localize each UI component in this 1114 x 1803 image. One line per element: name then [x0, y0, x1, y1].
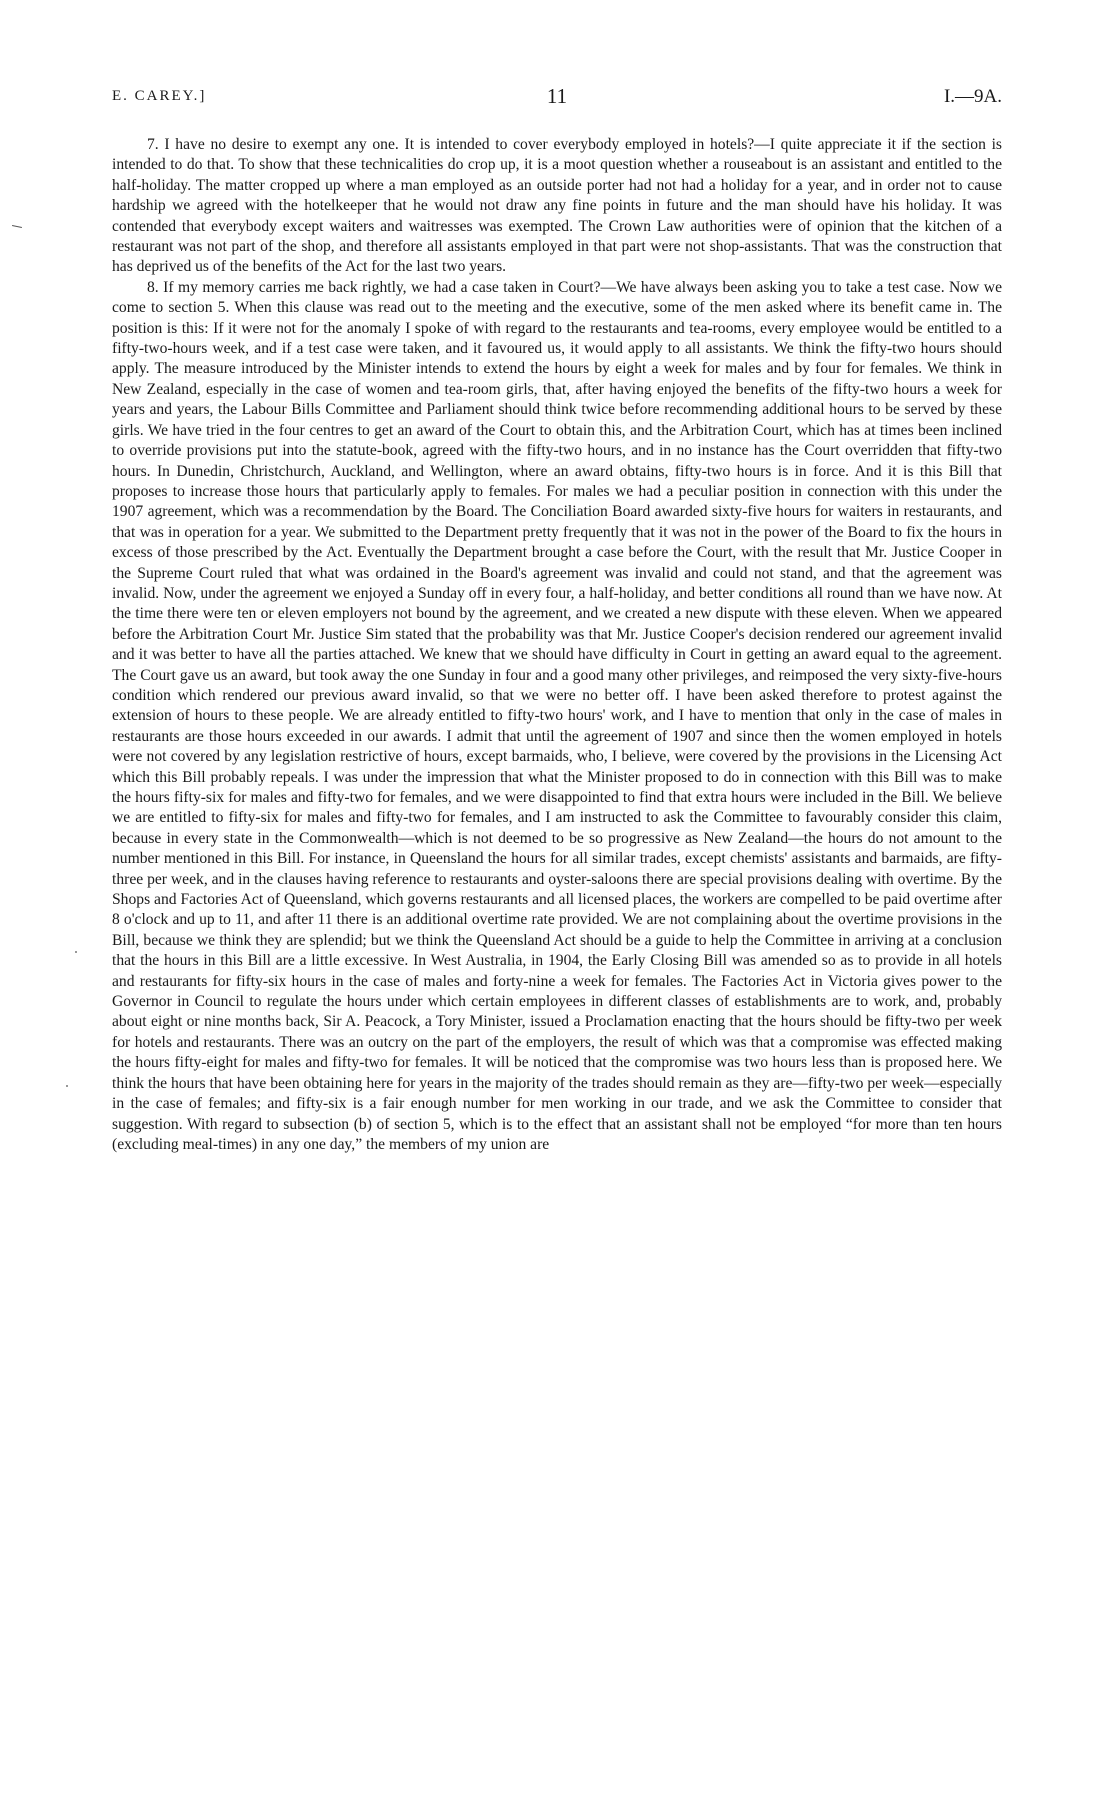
body-text: [112, 135, 1002, 1155]
paragraph-7: 7. I have no desire to exempt any one. It is intended to cover everybody employed in hotels?—I quite appreciate it if the section is intended to do that. To show that these technicalities do crop up, it is a moot question whether a rouseabout is an assistant and entitled to the half-holiday. The matter cropped up where a man employed as an outside porter had not had a holiday for a year, and in order not to cause hardship we agreed with the hotelkeeper that he would not draw any fine points in future and the man should have his holiday. It was contended that everybody except waiters and waitresses was exempted. The Crown Law authorities were of opinion that the kitchen of a restaurant was not part of the shop, and therefore all assistants employed in that part were not shop-assistants. That was the construction that has deprived us of the benefits of the Act for the last two years.: [112, 136, 1002, 276]
page-number: 11: [546, 84, 568, 108]
witness-name: E. CAREY.]: [112, 88, 207, 104]
margin-speck: [75, 951, 77, 953]
margin-speck: [66, 1085, 68, 1087]
paragraph-8: 8. If my memory carries me back rightly, we had a case taken in Court?—We have always been asking you to take a test case. Now we come to section 5. When this clause was read out to the meeting and the executive, some of the men asked where its benefit came in. The position is this: If it were not for the anomaly I spoke of with regard to the restaurants and tea-rooms, every employee would be entitled to a fifty-two-hours week, and if a test case were taken, and it favoured us, it would apply to all assistants. We think the fifty-two hours should apply. The measure introduced by the Minister intends to extend the hours by eight a week for males and by four for females. We think in New Zealand, especially in the case of women and tea-room girls, that, after having enjoyed the benefits of the fifty-two hours a week for years and years, the Labour Bills Committee and Parliament should think twice before recommending additional hours to be served by these girls. We have tried in the four centres to get an award of the Court to obtain this, and the Arbitration Court, which has at times been inclined to override provisions put into the statute-book, agreed with the fifty-two hours, and in no instance has the Court overridden that fifty-two hours. In Dunedin, Christchurch, Auckland, and Wellington, where an award obtains, fifty-two hours is in force. And it is this Bill that proposes to increase those hours that particularly apply to females. For males we had a peculiar position in connection with this under the 1907 agreement, which was a recommendation by the Board. The Conciliation Board awarded sixty-five hours for waiters in restaurants, and that was in operation for a year. We submitted to the Department pretty frequently that it was not in the power of the Board to fix the hours in excess of those prescribed by the Act. Eventually the Department brought a case before the Court, with the result that Mr. Justice Cooper in the Supreme Court ruled that what was ordained in the Board's agreement was invalid and could not stand, and that the agreement was invalid. Now, under the agreement we enjoyed a Sunday off in every four, a half-holiday, and better conditions all round than we have now. At the time there were ten or eleven employers not bound by the agreement, and we created a new dispute with these eleven. When we appeared before the Arbitration Court Mr. Justice Sim stated that the probability was that Mr. Justice Cooper's decision rendered our agreement invalid and it was better to have all the parties attached. We knew that we should have difficulty in Court in getting an award equal to the agreement. The Court gave us an award, but took away the one Sunday in four and a good many other privileges, and reimposed the very sixty-five-hours condition which rendered our previous award invalid, so that we were no better off. I have been asked therefore to protest against the extension of hours to these people. We are already entitled to fifty-two hours' work, and I have to mention that only in the case of males in restaurants are those hours exceeded in our awards. I admit that until the agreement of 1907 and since then the women employed in hotels were not covered by any legislation restrictive of hours, except barmaids, who, I believe, were covered by the provisions in the Licensing Act which this Bill probably repeals. I was under the impression that what the Minister proposed to do in connection with this Bill was to make the hours fifty-six for males and fifty-two for females, and we were disappointed to find that extra hours were included in the Bill. We believe we are entitled to fifty-six for males and fifty-two for females, and I am instructed to ask the Committee to favourably consider this claim, because in every state in the Commonwealth—which is not deemed to be so progressive as New Zealand—the hours do not amount to the number mentioned in this Bill. For instance, in Queensland the hours for all similar trades, except chemists' assistants and barmaids, are fifty-three per week, and in the clauses having reference to restaurants and oyster-saloons there are special provisions dealing with overtime. By the Shops and Factories Act of Queensland, which governs restaurants and all licensed places, the workers are compelled to be paid overtime after 8 o'clock and up to 11, and after 11 there is an additional overtime rate provided. We are not complaining about the overtime provisions in the Bill, because we think they are splendid; but we think the Queensland Act should be a guide to help the Committee in arriving at a conclusion that the hours in this Bill are a little excessive. In West Australia, in 1904, the Early Closing Bill was amended so as to provide in all hotels and restaurants for fifty-six hours in the case of males and forty-nine a week for females. The Factories Act in Victoria gives power to the Governor in Council to regulate the hours under which certain employees in different classes of establishments are to work, and, probably about eight or nine months back, Sir A. Peacock, a Tory Minister, issued a Proclamation enacting that the hours should be fifty-two per week for hotels and restaurants. There was an outcry on the part of the employers, the result of which was that a compromise was effected making the hours fifty-eight for males and fifty-two for females. It will be noticed that the compromise was two hours less than is proposed here. We think the hours that have been obtaining here for years in the majority of the trades should remain as they are—fifty-two per week—especially in the case of females; and fifty-six is a fair enough number for men working in our trade, and we ask the Committee to consider that suggestion. With regard to subsection (b) of section 5, which is to the effect that an assistant shall not be employed “for more than ten hours (excluding meal-times) in any one day,” the members of my union are: [112, 278, 1002, 1153]
page-header: [112, 84, 1002, 108]
margin-mark: [12, 225, 22, 228]
document-reference: I.—9A.: [943, 86, 1002, 107]
